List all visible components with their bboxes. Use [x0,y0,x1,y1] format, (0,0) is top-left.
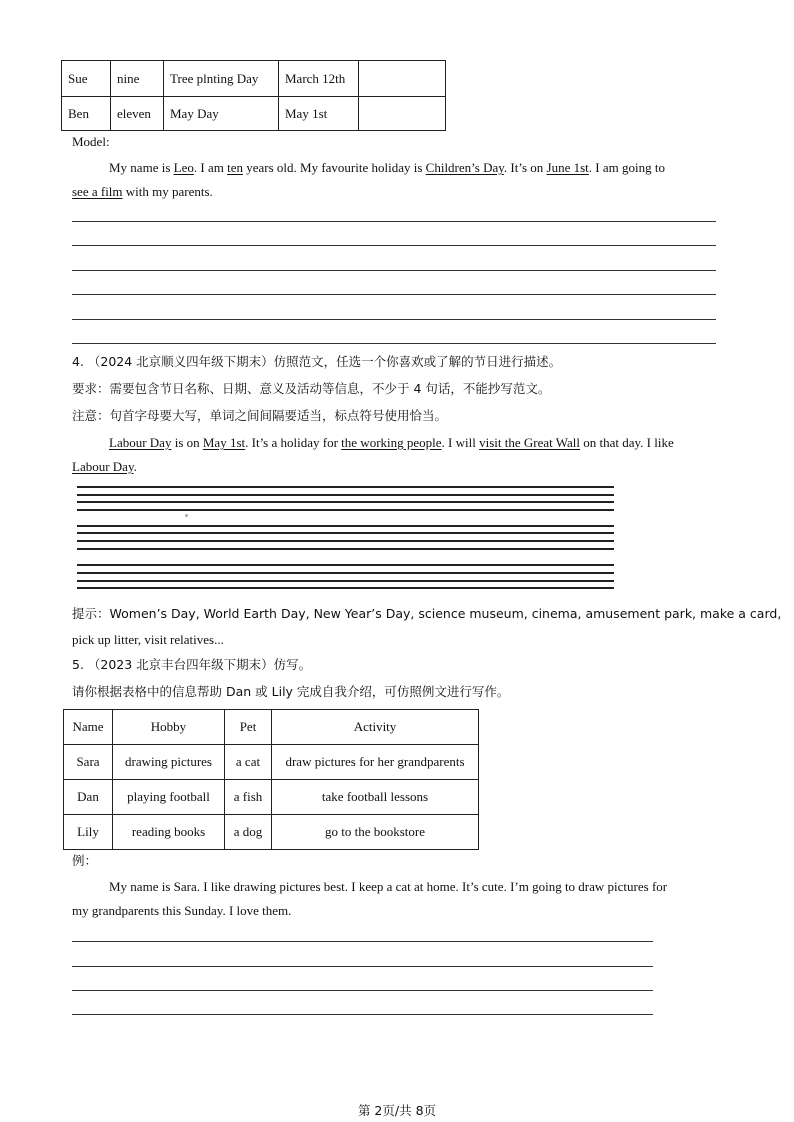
writing-line[interactable] [72,245,716,246]
model-text: . I am [193,160,228,175]
writing-line[interactable] [77,564,614,566]
sample-text-line1 [109,435,674,451]
table-row [62,97,446,131]
table-row [64,745,479,780]
question-5-title: 5. （2023 北京丰台四年级下期末）仿写。 [72,657,312,672]
column-header: Activity [272,710,479,745]
writing-line[interactable] [77,532,614,534]
table-cell [359,97,446,131]
writing-line[interactable] [72,990,653,991]
table-cell: Sara [64,745,113,780]
writing-line[interactable] [77,572,614,574]
model-blank: ten [227,160,243,175]
table-cell: nine [111,61,164,97]
model-text: . It’s on [503,160,547,175]
table-cell: eleven [111,97,164,131]
model-blank: see a film [72,184,123,199]
hint-line1 [72,606,781,622]
example-line1: My name is Sara. I like drawing pictures best. I keep a cat at home. It’s cute. I’m going to draw pictures for [109,879,668,894]
table-cell: take football lessons [272,780,479,815]
column-header: Pet [225,710,272,745]
model-blank: June 1st [546,160,589,175]
table-cell: Ben [62,97,111,131]
writing-line[interactable] [77,486,614,488]
model-text-line1 [109,160,665,176]
table-row [64,780,479,815]
question-4-requirement: 要求：需要包含节日名称、日期、意义及活动等信息，不少于 4 句话，不能抄写范文。 [72,381,551,396]
writing-line[interactable] [77,540,614,542]
question-4-title: 4. （2024 北京顺义四年级下期末）仿照范文，任选一个你喜欢或了解的节日进行描述。 [72,354,562,369]
sample-blank: Labour Day [72,459,134,474]
hint-line2: pick up litter, visit relatives... [72,632,224,647]
model-text-line2 [72,184,213,200]
speck-mark [185,514,188,517]
table-cell: Sue [62,61,111,97]
question-5-instruction: 请你根据表格中的信息帮助 Dan 或 Lily 完成自我介绍，可仿照例文进行写作。 [72,684,510,699]
writing-line[interactable] [77,509,614,511]
table-cell: a fish [225,780,272,815]
profile-table [63,709,479,850]
sample-text: on that day. I like [580,435,674,450]
writing-line[interactable] [77,580,614,582]
example-line2: my grandparents this Sunday. I love them. [72,903,292,918]
model-blank: Leo [173,160,194,175]
model-text: My name is [109,160,174,175]
sample-blank: May 1st [202,435,246,450]
writing-line[interactable] [72,343,716,344]
writing-line[interactable] [77,587,614,589]
column-header: Hobby [113,710,225,745]
sample-text: . I will [441,435,480,450]
table-cell: a cat [225,745,272,780]
sample-text: . It’s a holiday for [245,435,342,450]
table-cell: Dan [64,780,113,815]
sample-blank: Labour Day [109,435,172,450]
table-cell: a dog [225,815,272,850]
writing-line[interactable] [77,548,614,550]
model-text: . I am going to [588,160,665,175]
writing-line[interactable] [77,494,614,496]
table-cell: May Day [164,97,279,131]
writing-line[interactable] [72,941,653,942]
writing-line[interactable] [72,319,716,320]
page-number: 第 2页/共 8页 [357,1103,437,1118]
hint-text: 提示：Women’s Day, World Earth Day, New Year’s Day, science museum, cinema, amusement park, make a card, [72,606,782,621]
table-cell: draw pictures for her grandparents [272,745,479,780]
holiday-table [61,60,446,131]
table-cell [359,61,446,97]
example-label: 例： [72,853,98,868]
table-cell: playing football [113,780,225,815]
table-cell: go to the bookstore [272,815,479,850]
model-blank: Children’s Day [425,160,504,175]
question-4-note: 注意：句首字母要大写，单词之间间隔要适当，标点符号使用恰当。 [72,408,448,423]
table-cell: March 12th [279,61,359,97]
table-header-row [64,710,479,745]
model-text: years old. My favourite holiday is [242,160,426,175]
sample-blank: the working people [341,435,442,450]
column-header: Name [64,710,113,745]
model-label: Model: [72,134,110,149]
sample-text: . [133,459,137,474]
writing-line[interactable] [72,270,716,271]
writing-line[interactable] [72,221,716,222]
table-cell: reading books [113,815,225,850]
table-cell: Tree plnting Day [164,61,279,97]
model-text: with my parents. [122,184,213,199]
sample-text: is on [171,435,203,450]
writing-line[interactable] [72,294,716,295]
sample-text-line2 [72,459,137,475]
writing-line[interactable] [77,525,614,527]
sample-blank: visit the Great Wall [479,435,580,450]
table-row [62,61,446,97]
table-row [64,815,479,850]
writing-line[interactable] [77,501,614,503]
table-cell: Lily [64,815,113,850]
table-cell: drawing pictures [113,745,225,780]
writing-line[interactable] [72,1014,653,1015]
table-cell: May 1st [279,97,359,131]
writing-line[interactable] [72,966,653,967]
